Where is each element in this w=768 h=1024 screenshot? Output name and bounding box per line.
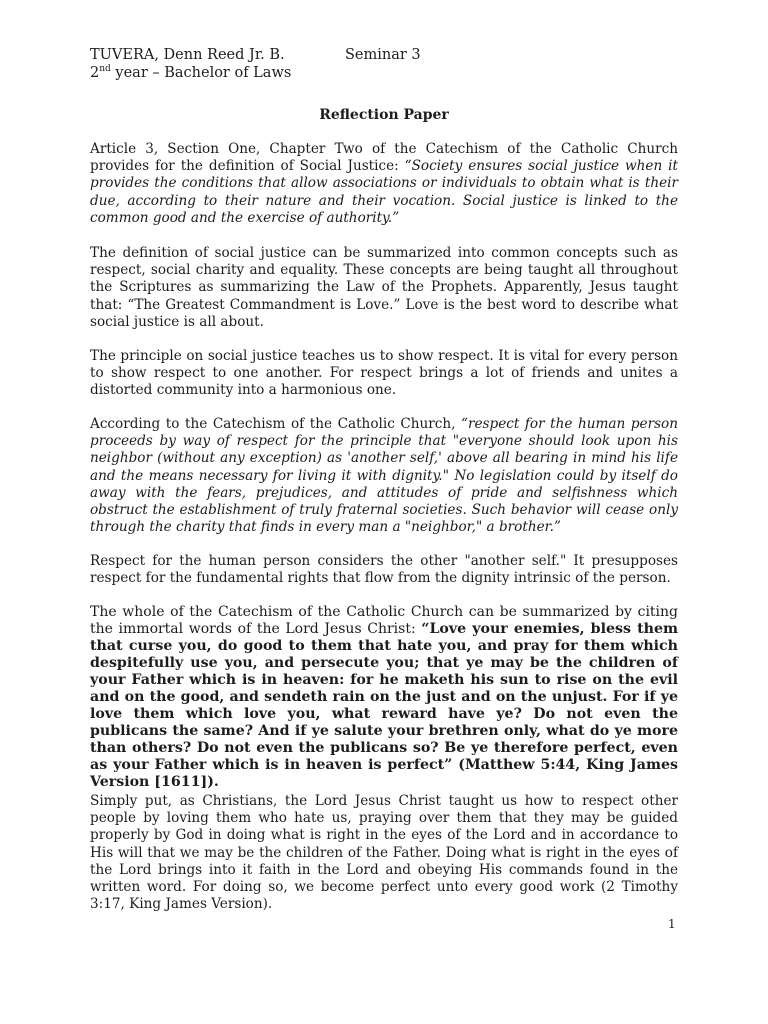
seminar-label: Seminar 3 [345,47,421,63]
paragraph-common-concepts: The definition of social justice can be summarized into common concepts such as respect, social charity and equality. These concepts are being taught all throughout the Scriptures as summarizing the Law of the Prophets. Apparently, Jesus taught that: “The Greatest Commandment is Love.” Love is the best word to describe what social justice is all about. [90,245,678,330]
year-ordinal-suffix: nd [99,64,111,75]
author-name: TUVERA, Denn Reed Jr. B. [90,47,285,63]
year-number: 2 [90,65,100,81]
paragraph-catechism-respect [90,416,678,536]
course-text: year – Bachelor of Laws [110,65,292,81]
page-number: 1 [668,917,676,931]
paragraph-respect-principle: The principle on social justice teaches us to show respect. It is vital for every person to show respect to one another. For respect brings a lot of friends and unites a distorted community into a harmonious one. [90,348,678,399]
catechism-quote: “respect for the human person proceeds by way of respect for the principle that "everyone should look upon his neighbor (without any exception) as 'another self,' above all bearing in mind his life and the means necessary for living it with dignity." No legislation could by itself do away with the fears, prejudices, and attitudes of pride and selfishness which obstruct the establishment of truly fraternal societies. Such behavior will cease only through the charity that finds in every man a "neighbor," a brother.” [90,416,678,536]
paragraph-another-self: Respect for the human person considers the other "another self." It presupposes respect for the fundamental rights that flow from the dignity intrinsic of the person. [90,553,678,587]
paragraph-text: Article 3, Section One, Chapter Two of the Catechism of the Catholic Church provides for the definition of Social Justice: [90,141,678,175]
bible-quote: “Love your enemies, bless them that curse you, do good to them that hate you, and pray for them which despitefully use you, and persecute you; that ye may be the children of your Father which is in heaven: for he maketh his sun to rise on the evil and on the good, and sendeth rain on the just and on the unjust. For if ye love them which love you, what reward have ye? Do not even the publicans the same? And if ye salute your brethren only, what do ye more than others? Do not even the publicans so? Be ye therefore perfect, even as your Father which is in heaven is perfect” (Matthew 5:44, King James Version [1611]). [90,621,678,790]
page-title: Reflection Paper [319,107,449,123]
paragraph-conclusion: Simply put, as Christians, the Lord Jesus Christ taught us how to respect other people by loving them who hate us, praying over them that they may be guided properly by God in doing what is right in the eyes of the Lord and in accordance to His will that we may be the children of the Father. Doing what is right in the eyes of the Lord brings into it faith in the Lord and obeying His commands found in the written word. For doing so, we become perfect unto every good work (2 Timothy 3:17, King James Version). [90,793,678,913]
paragraph-social-justice-definition [90,141,678,227]
paragraph-matthew-quote [90,604,678,791]
paragraph-text: The whole of the Catechism of the Catholic Church can be summarized by citing the immortal words of the Lord Jesus Christ: [90,604,678,637]
paragraph-text: According to the Catechism of the Catholic Church, [90,416,462,432]
catechism-quote: “Society ensures social justice when it provides the conditions that allow associations or individuals to obtain what is their due, according to their nature and their vocation. Social justice is linked to the common good and the exercise of authority.” [90,158,678,226]
year-course-line [90,64,291,83]
